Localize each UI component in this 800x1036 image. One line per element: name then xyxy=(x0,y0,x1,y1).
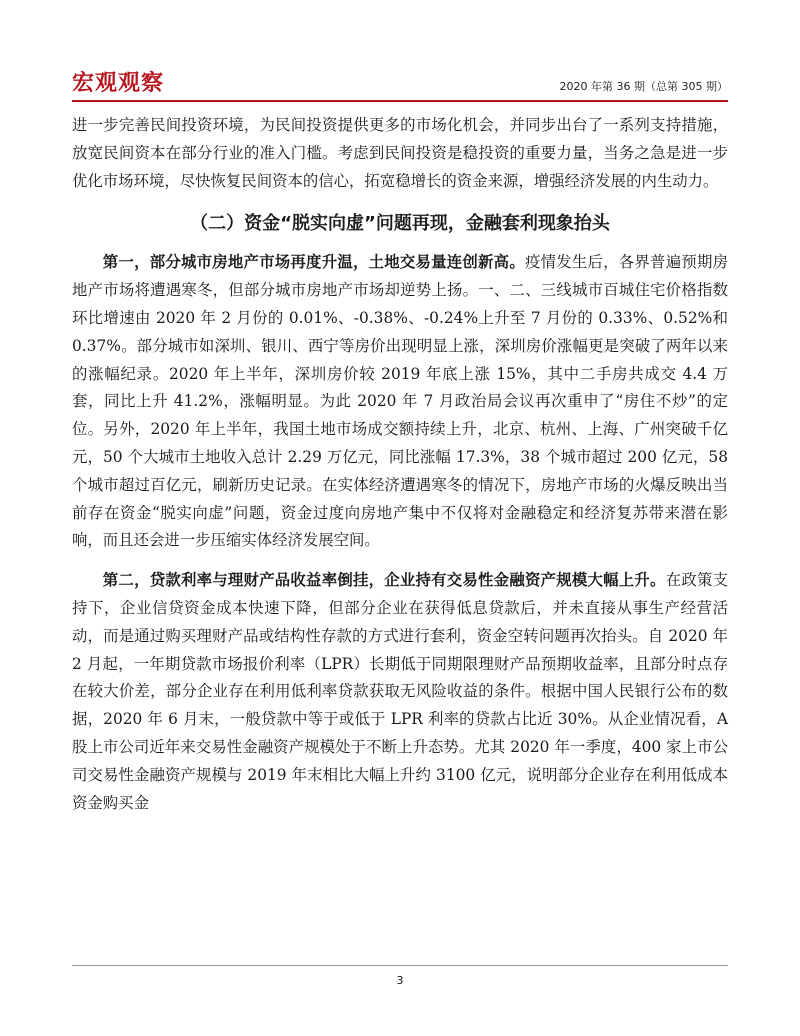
issue-number: 2020 年第 36 期（总第 305 期） xyxy=(559,80,728,93)
paragraph-2-lead: 第二，贷款利率与理财产品收益率倒挂，企业持有交易性金融资产规模大幅上升。 xyxy=(102,571,666,590)
paragraph-1 xyxy=(72,249,728,555)
publication-title: 宏观观察 xyxy=(72,71,165,96)
paragraph-1-lead: 第一，部分城市房地产市场再度升温，土地交易量连创新高。 xyxy=(102,253,525,272)
page-header xyxy=(72,66,728,98)
section-heading: （二）资金“脱实向虚”问题再现，金融套利现象抬头 xyxy=(190,213,610,235)
paragraph-2 xyxy=(72,567,728,817)
paragraph-1-text: 疫情发生后，各界普遍预期房地产市场将遭遇寒冬，但部分城市房地产市场却逆势上扬。一、二、三线城市百城住宅价格指数环比增速由 2020 年 2 月份的 0.01%、-0.38%、-0.24%上升至 7 月份的 0.33%、0.52%和 0.37%。部分城市如深圳、银川、西宁等房价出现明显上涨，深圳房价涨幅更是突破了两年以来的涨幅纪录。2020 年上半年，深圳房价较 2019 年底上涨 15%，其中二手房共成交 4.4 万套，同比上升 41.2%，涨幅明显。为此 2020 年 7 月政治局会议再次重申了“房住不炒”的定位。另外，2020 年上半年，我国土地市场成交额持续上升，北京、杭州、上海、广州突破千亿元，50 个大城市土地收入总计 2.29 万亿元，同比涨幅 17.3%，38 个城市超过 200 亿元，58 个城市超过百亿元，刷新历史记录。在实体经济遭遇寒冬的情况下，房地产市场的火爆反映出当前存在资金“脱实向虚”问题，资金过度向房地产集中不仅将对金融稳定和经济复苏带来潜在影响，而且还会进一步压缩实体经济发展空间。 xyxy=(72,253,728,550)
page-number: 3 xyxy=(396,974,404,987)
document-body xyxy=(72,112,728,817)
continued-paragraph: 进一步完善民间投资环境，为民间投资提供更多的市场化机会，并同步出台了一系列支持措施，放宽民间资本在部分行业的准入门槛。考虑到民间投资是稳投资的重要力量，当务之急是进一步优化市场环境，尽快恢复民间资本的信心，拓宽稳增长的资金来源，增强经济发展的内生动力。 xyxy=(72,116,728,190)
footer-divider xyxy=(72,965,728,966)
header-divider xyxy=(72,100,728,102)
paragraph-2-text: 在政策支持下，企业信贷资金成本快速下降，但部分企业在获得低息贷款后，并未直接从事生产经营活动，而是通过购买理财产品或结构性存款的方式进行套利，资金空转问题再次抬头。自 2020 年 2 月起，一年期贷款市场报价利率（LPR）长期低于同期限理财产品预期收益率，且部分时点存在较大价差，部分企业存在利用低利率贷款获取无风险收益的条件。根据中国人民银行公布的数据，2020 年 6 月末，一般贷款中等于或低于 LPR 利率的贷款占比近 30%。从企业情况看，A 股上市公司近年来交易性金融资产规模处于不断上升态势。尤其 2020 年一季度，400 家上市公司交易性金融资产规模与 2019 年末相比大幅上升约 3100 亿元，说明部分企业存在利用低成本资金购买金 xyxy=(72,571,728,812)
